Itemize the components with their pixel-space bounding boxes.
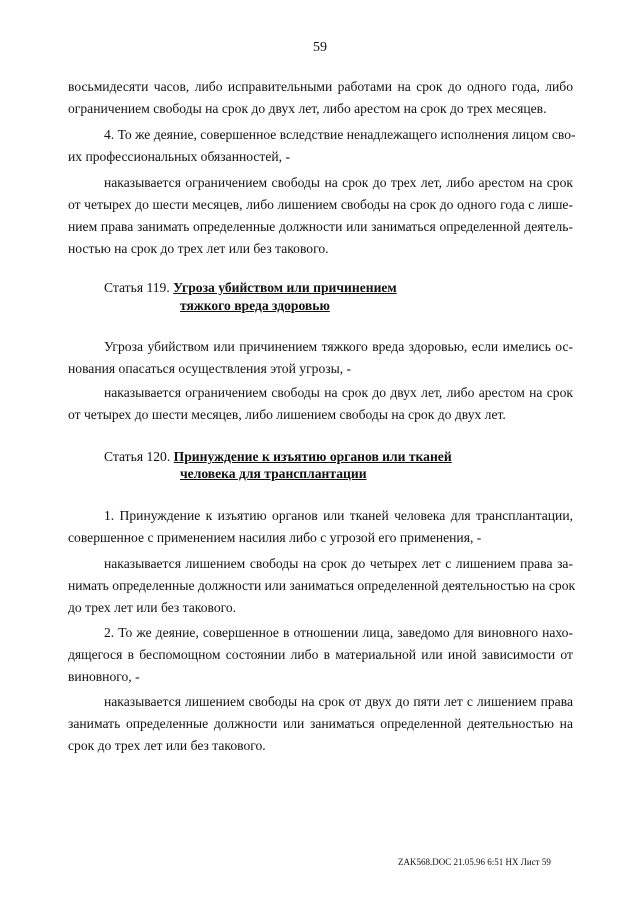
text-line: от четырех до шести месяцев, либо лишением свободы на срок до двух лет.: [68, 407, 506, 422]
document-footer: ZAK568.DOC 21.05.96 6:51 HX Лист 59: [398, 857, 551, 867]
text-line: Угроза убийством или причинением тяжкого вреда здоровью, если имелись ос-: [104, 339, 573, 354]
article-120-title-line2: человека для трансплантации: [180, 466, 367, 481]
text-line: 4. То же деяние, совершенное вследствие ненадлежащего исполнения лицом сво-: [104, 127, 576, 142]
article-119-title-line2: тяжкого вреда здоровью: [180, 298, 330, 313]
text-line: 2. То же деяние, совершенное в отношении лица, заведомо для виновного нахо-: [104, 625, 573, 640]
text-line: наказывается ограничением свободы на срок до трех лет, либо арестом на срок: [104, 175, 573, 190]
text-line: нимать определенные должности или заниматься определенной деятельностью на срок: [68, 578, 576, 593]
article-119-heading: [104, 280, 397, 296]
text-line: до трех лет или без такового.: [68, 600, 237, 615]
text-line: срок до трех лет или без такового.: [68, 738, 266, 753]
article-119-heading-cont: [180, 298, 330, 314]
text-line: ностью на срок до трех лет или без такового.: [68, 241, 329, 256]
article-120-title-line1: Принуждение к изъятию органов или тканей: [173, 449, 452, 464]
text-line: восьмидесяти часов, либо исправительными работами на срок до одного года, либо: [68, 79, 573, 94]
article-119-prefix: Статья 119.: [104, 280, 170, 295]
text-line: занимать определенные должности или заниматься определенной деятельностью на: [68, 716, 573, 731]
text-line: 1. Принуждение к изъятию органов или тканей человека для трансплантации,: [104, 508, 573, 523]
page-number: 59: [313, 40, 327, 55]
text-line: совершенное с применением насилия либо с угрозой его применения, -: [68, 530, 482, 545]
article-120-heading-cont: [180, 466, 367, 482]
text-line: наказывается лишением свободы на срок до четырех лет с лишением права за-: [104, 556, 573, 571]
article-120-prefix: Статья 120.: [104, 449, 171, 464]
article-120-heading: [104, 449, 452, 465]
text-line: виновного, -: [68, 669, 140, 684]
text-line: от четырех до шести месяцев, либо лишением свободы на срок до одного года с лише-: [68, 197, 573, 212]
article-119-title-line1: Угроза убийством или причинением: [173, 280, 397, 295]
text-line: наказывается лишением свободы на срок от двух до пяти лет с лишением права: [104, 694, 573, 709]
text-line: нования опасаться осуществления этой угрозы, -: [68, 361, 352, 376]
text-line: их профессиональных обязанностей, -: [68, 149, 290, 164]
text-line: нием права занимать определенные должности или заниматься определенной деятель-: [68, 219, 573, 234]
text-line: наказывается ограничением свободы на срок до двух лет, либо арестом на срок: [104, 385, 573, 400]
text-line: ограничением свободы на срок до двух лет, либо арестом на срок до трех месяцев.: [68, 101, 547, 116]
text-line: дящегося в беспомощном состоянии либо в материальной или иной зависимости от: [68, 647, 573, 662]
